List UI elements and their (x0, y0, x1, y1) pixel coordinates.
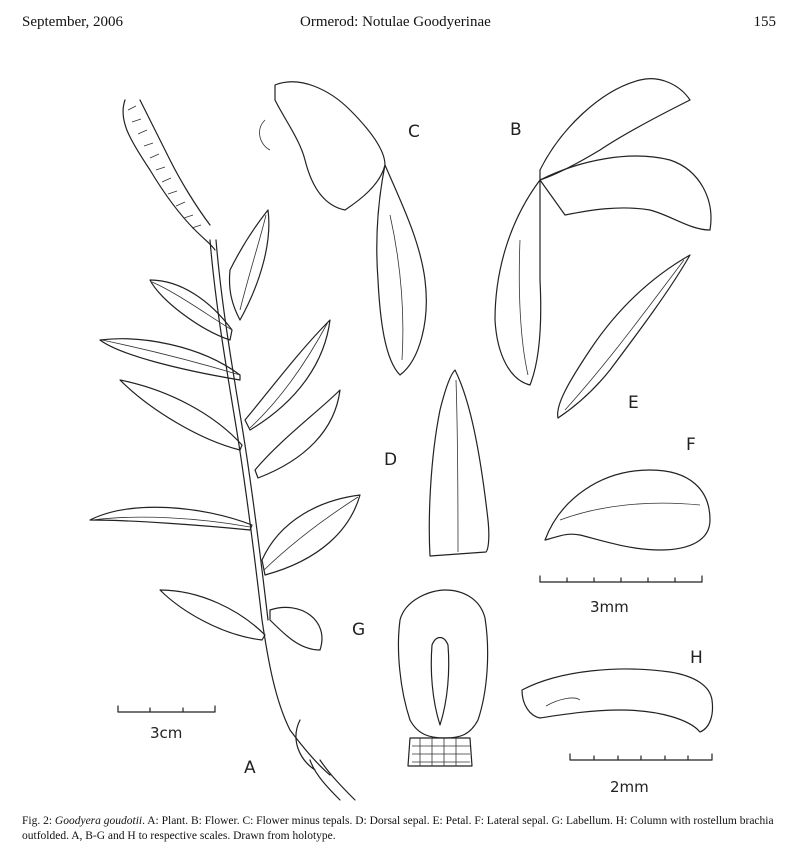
panel-label-h: H (690, 648, 703, 668)
panel-label-b: B (510, 120, 522, 140)
lateral-sepal-f (540, 470, 710, 582)
running-header-title: Ormerod: Notulae Goodyerinae (300, 14, 491, 30)
running-header-date: September, 2006 (22, 14, 124, 30)
dorsal-sepal-d (429, 370, 489, 556)
panel-label-g: G (352, 620, 366, 640)
panel-label-a: A (244, 758, 256, 778)
caption-prefix: Fig. 2: (22, 815, 55, 827)
panel-label-e: E (628, 393, 639, 413)
scale-label-column: 2mm (610, 778, 649, 796)
scale-label-flower-parts: 3mm (590, 598, 629, 616)
page-number: 155 (753, 14, 776, 30)
plant-drawing-a (90, 100, 360, 800)
flower-b (495, 79, 711, 418)
panel-label-c: C (408, 122, 420, 142)
caption-species: Goodyera goudotii (54, 815, 143, 827)
panel-label-f: F (686, 435, 696, 455)
scale-label-plant: 3cm (150, 724, 183, 742)
panel-label-d: D (384, 450, 398, 470)
caption-text: . A: Plant. B: Flower. C: Flower minus tepals. D: Dorsal sepal. E: Petal. F: Lateral sepal. G: Labellum. H: Column with rostellum brachia outfolded. A, B-G and H to respective scales. Drawn from holotype. (22, 815, 774, 842)
figure-caption (22, 814, 782, 844)
flower-minus-tepals-c (260, 82, 427, 375)
labellum-g (398, 590, 487, 766)
column-h (522, 669, 713, 760)
